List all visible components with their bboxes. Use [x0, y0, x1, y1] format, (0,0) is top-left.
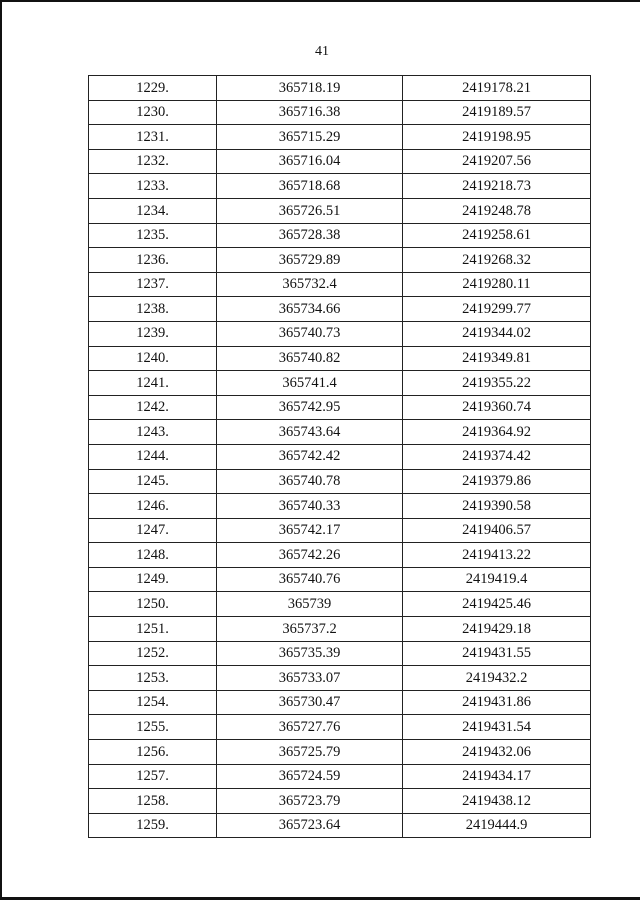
x-coordinate-cell: 365718.19 [217, 76, 403, 101]
x-coordinate-cell: 365716.04 [217, 149, 403, 174]
x-coordinate-cell: 365716.38 [217, 100, 403, 125]
y-coordinate-cell: 2419406.57 [403, 518, 591, 543]
point-number-cell: 1252. [89, 641, 217, 666]
table-row [89, 567, 591, 592]
x-coordinate-cell: 365740.78 [217, 469, 403, 494]
x-coordinate-cell: 365726.51 [217, 198, 403, 223]
point-number-cell: 1233. [89, 174, 217, 199]
point-number-cell: 1229. [89, 76, 217, 101]
table-row [89, 395, 591, 420]
coordinates-table [88, 75, 591, 838]
table-row [89, 371, 591, 396]
point-number-cell: 1248. [89, 543, 217, 568]
point-number-cell: 1254. [89, 690, 217, 715]
table-row [89, 149, 591, 174]
point-number-cell: 1231. [89, 125, 217, 150]
x-coordinate-cell: 365743.64 [217, 420, 403, 445]
point-number-cell: 1255. [89, 715, 217, 740]
y-coordinate-cell: 2419419.4 [403, 567, 591, 592]
x-coordinate-cell: 365718.68 [217, 174, 403, 199]
point-number-cell: 1246. [89, 494, 217, 519]
x-coordinate-cell: 365723.79 [217, 789, 403, 814]
x-coordinate-cell: 365729.89 [217, 248, 403, 273]
y-coordinate-cell: 2419268.32 [403, 248, 591, 273]
x-coordinate-cell: 365742.26 [217, 543, 403, 568]
table-row [89, 592, 591, 617]
table-body [89, 76, 591, 838]
x-coordinate-cell: 365740.73 [217, 321, 403, 346]
x-coordinate-cell: 365739 [217, 592, 403, 617]
y-coordinate-cell: 2419444.9 [403, 813, 591, 838]
table-row [89, 813, 591, 838]
x-coordinate-cell: 365740.33 [217, 494, 403, 519]
x-coordinate-cell: 365742.17 [217, 518, 403, 543]
table-row [89, 617, 591, 642]
table-row [89, 174, 591, 199]
page-number: 41 [315, 44, 329, 59]
x-coordinate-cell: 365740.76 [217, 567, 403, 592]
table-row [89, 444, 591, 469]
x-coordinate-cell: 365742.42 [217, 444, 403, 469]
x-coordinate-cell: 365733.07 [217, 666, 403, 691]
point-number-cell: 1259. [89, 813, 217, 838]
point-number-cell: 1236. [89, 248, 217, 273]
y-coordinate-cell: 2419390.58 [403, 494, 591, 519]
point-number-cell: 1249. [89, 567, 217, 592]
y-coordinate-cell: 2419178.21 [403, 76, 591, 101]
point-number-cell: 1251. [89, 617, 217, 642]
table-row [89, 321, 591, 346]
y-coordinate-cell: 2419432.2 [403, 666, 591, 691]
y-coordinate-cell: 2419364.92 [403, 420, 591, 445]
x-coordinate-cell: 365728.38 [217, 223, 403, 248]
table-row [89, 76, 591, 101]
table-row [89, 125, 591, 150]
y-coordinate-cell: 2419425.46 [403, 592, 591, 617]
x-coordinate-cell: 365735.39 [217, 641, 403, 666]
table-row [89, 740, 591, 765]
y-coordinate-cell: 2419207.56 [403, 149, 591, 174]
point-number-cell: 1250. [89, 592, 217, 617]
point-number-cell: 1258. [89, 789, 217, 814]
table-row [89, 641, 591, 666]
point-number-cell: 1247. [89, 518, 217, 543]
point-number-cell: 1237. [89, 272, 217, 297]
table-row [89, 272, 591, 297]
table-row [89, 420, 591, 445]
x-coordinate-cell: 365732.4 [217, 272, 403, 297]
point-number-cell: 1257. [89, 764, 217, 789]
point-number-cell: 1235. [89, 223, 217, 248]
x-coordinate-cell: 365742.95 [217, 395, 403, 420]
table-row [89, 789, 591, 814]
table-row [89, 690, 591, 715]
point-number-cell: 1241. [89, 371, 217, 396]
point-number-cell: 1239. [89, 321, 217, 346]
y-coordinate-cell: 2419379.86 [403, 469, 591, 494]
y-coordinate-cell: 2419413.22 [403, 543, 591, 568]
y-coordinate-cell: 2419355.22 [403, 371, 591, 396]
table-row [89, 543, 591, 568]
x-coordinate-cell: 365737.2 [217, 617, 403, 642]
y-coordinate-cell: 2419248.78 [403, 198, 591, 223]
table-row [89, 100, 591, 125]
table-row [89, 297, 591, 322]
table-row [89, 715, 591, 740]
point-number-cell: 1238. [89, 297, 217, 322]
y-coordinate-cell: 2419299.77 [403, 297, 591, 322]
table-row [89, 666, 591, 691]
y-coordinate-cell: 2419374.42 [403, 444, 591, 469]
point-number-cell: 1234. [89, 198, 217, 223]
y-coordinate-cell: 2419198.95 [403, 125, 591, 150]
table-row [89, 469, 591, 494]
point-number-cell: 1240. [89, 346, 217, 371]
y-coordinate-cell: 2419349.81 [403, 346, 591, 371]
table-row [89, 764, 591, 789]
y-coordinate-cell: 2419280.11 [403, 272, 591, 297]
y-coordinate-cell: 2419431.54 [403, 715, 591, 740]
y-coordinate-cell: 2419438.12 [403, 789, 591, 814]
table-row [89, 518, 591, 543]
point-number-cell: 1230. [89, 100, 217, 125]
point-number-cell: 1244. [89, 444, 217, 469]
point-number-cell: 1242. [89, 395, 217, 420]
table-row [89, 346, 591, 371]
table-row [89, 248, 591, 273]
x-coordinate-cell: 365727.76 [217, 715, 403, 740]
point-number-cell: 1243. [89, 420, 217, 445]
y-coordinate-cell: 2419431.86 [403, 690, 591, 715]
y-coordinate-cell: 2419429.18 [403, 617, 591, 642]
y-coordinate-cell: 2419258.61 [403, 223, 591, 248]
point-number-cell: 1256. [89, 740, 217, 765]
x-coordinate-cell: 365730.47 [217, 690, 403, 715]
y-coordinate-cell: 2419189.57 [403, 100, 591, 125]
y-coordinate-cell: 2419344.02 [403, 321, 591, 346]
y-coordinate-cell: 2419432.06 [403, 740, 591, 765]
x-coordinate-cell: 365740.82 [217, 346, 403, 371]
x-coordinate-cell: 365723.64 [217, 813, 403, 838]
point-number-cell: 1232. [89, 149, 217, 174]
table-row [89, 494, 591, 519]
y-coordinate-cell: 2419434.17 [403, 764, 591, 789]
table-row [89, 223, 591, 248]
y-coordinate-cell: 2419360.74 [403, 395, 591, 420]
x-coordinate-cell: 365715.29 [217, 125, 403, 150]
point-number-cell: 1253. [89, 666, 217, 691]
x-coordinate-cell: 365741.4 [217, 371, 403, 396]
y-coordinate-cell: 2419218.73 [403, 174, 591, 199]
x-coordinate-cell: 365734.66 [217, 297, 403, 322]
x-coordinate-cell: 365725.79 [217, 740, 403, 765]
x-coordinate-cell: 365724.59 [217, 764, 403, 789]
point-number-cell: 1245. [89, 469, 217, 494]
table-row [89, 198, 591, 223]
y-coordinate-cell: 2419431.55 [403, 641, 591, 666]
